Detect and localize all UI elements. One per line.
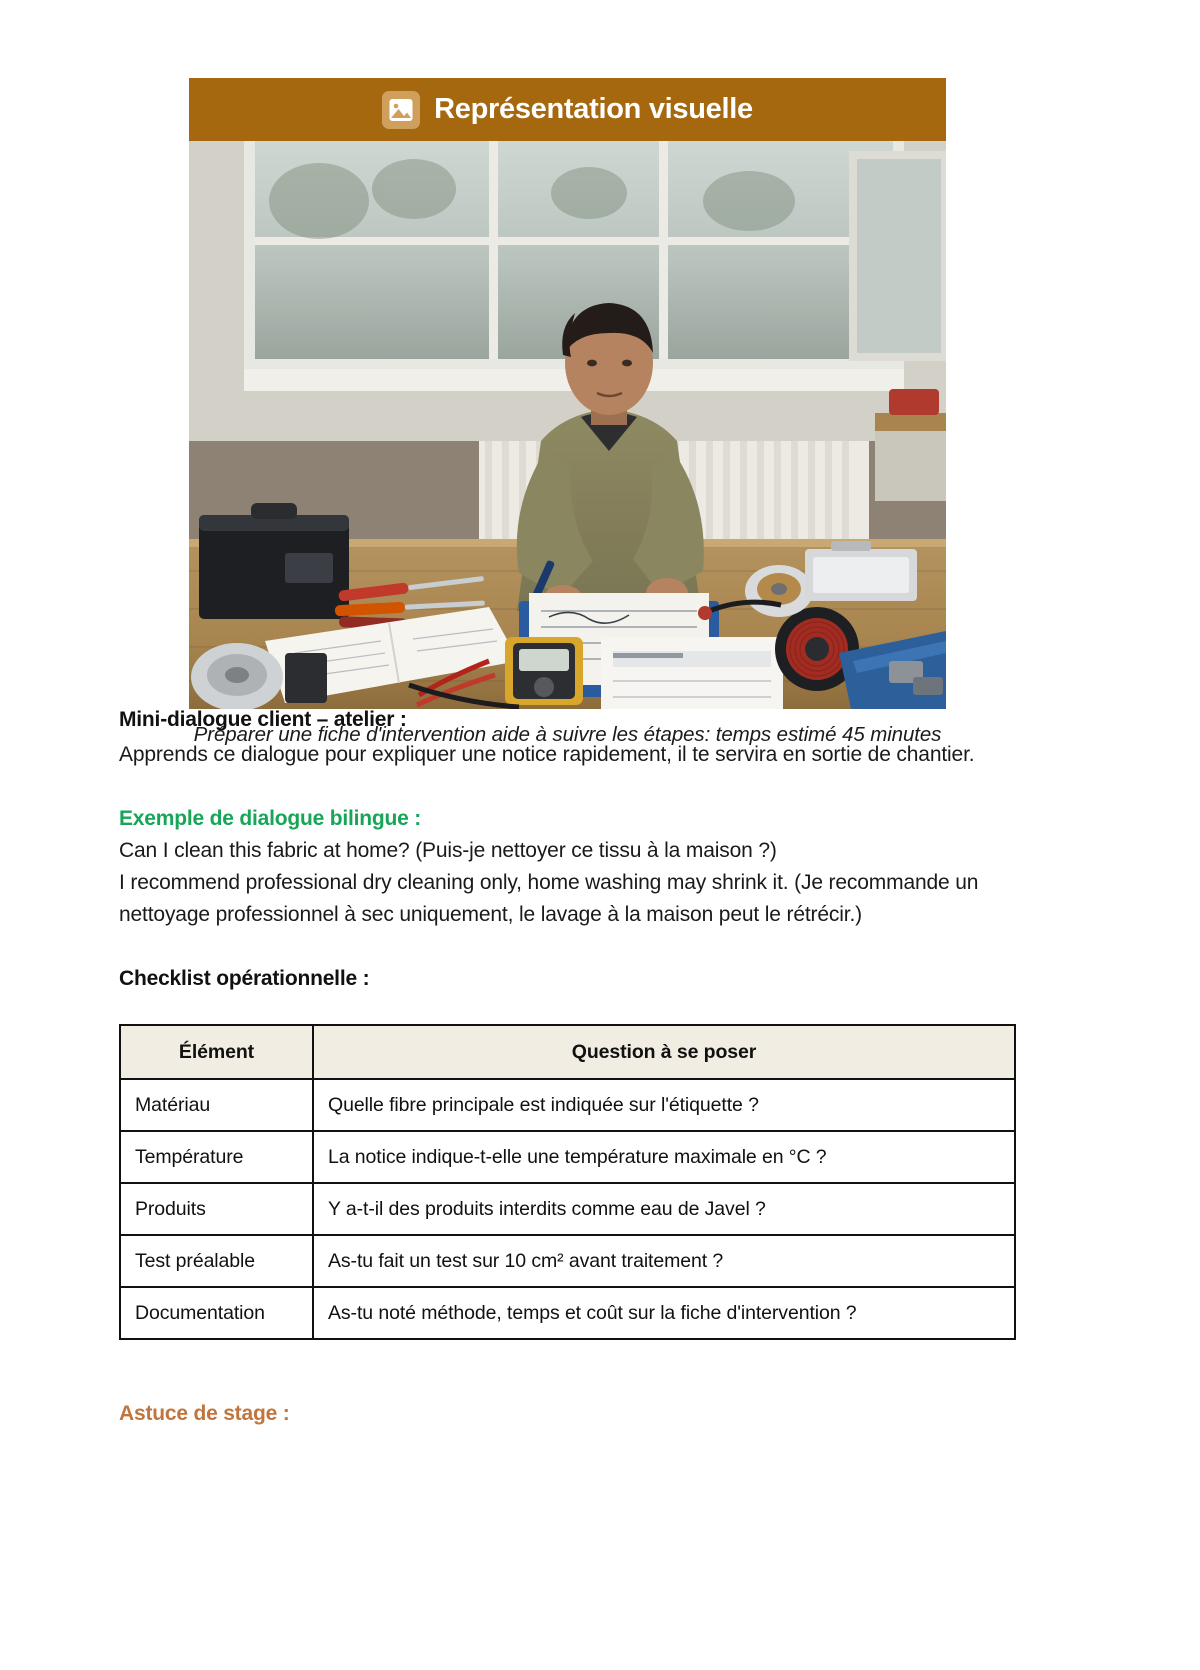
table-header-row: [120, 1025, 1015, 1079]
cell-element: Test préalable: [120, 1235, 313, 1287]
cell-question: As-tu fait un test sur 10 cm² avant traitement ?: [313, 1235, 1015, 1287]
table-row: [120, 1079, 1015, 1131]
workshop-photo: [189, 141, 946, 709]
cell-question: Y a-t-il des produits interdits comme eau de Javel ?: [313, 1183, 1015, 1235]
mini-dialogue-heading: Mini-dialogue client – atelier :: [119, 708, 407, 731]
astuce-de-stage-heading: Astuce de stage :: [119, 1402, 290, 1425]
cell-element: Documentation: [120, 1287, 313, 1339]
cell-element: Température: [120, 1131, 313, 1183]
table-row: [120, 1131, 1015, 1183]
cell-element: Matériau: [120, 1079, 313, 1131]
checklist-table: [119, 1024, 1016, 1340]
visual-banner: [189, 78, 946, 141]
table-row: [120, 1183, 1015, 1235]
exemple-dialogue-heading: Exemple de dialogue bilingue :: [119, 807, 422, 830]
column-header-element: Élément: [120, 1025, 313, 1079]
checklist-heading: Checklist opérationnelle :: [119, 967, 370, 990]
mini-dialogue-paragraph: Apprends ce dialogue pour expliquer une notice rapidement, il te servira en sortie de chantier.: [119, 743, 975, 766]
visual-representation-block: [189, 78, 946, 747]
cell-question: Quelle fibre principale est indiquée sur l'étiquette ?: [313, 1079, 1015, 1131]
visual-banner-title: Représentation visuelle: [434, 93, 753, 125]
cell-question: As-tu noté méthode, temps et coût sur la fiche d'intervention ?: [313, 1287, 1015, 1339]
column-header-question: Question à se poser: [313, 1025, 1015, 1079]
table-row: [120, 1235, 1015, 1287]
image-icon: [382, 91, 420, 129]
table-row: [120, 1287, 1015, 1339]
cell-element: Produits: [120, 1183, 313, 1235]
dialogue-line-2: I recommend professional dry cleaning only, home washing may shrink it. (Je recommande un nettoyage professionnel à sec uniquement, le lavage à la maison peut le rétrécir.): [119, 871, 979, 926]
document-body: [119, 708, 1014, 1426]
dialogue-line-1: Can I clean this fabric at home? (Puis-je nettoyer ce tissu à la maison ?): [119, 839, 777, 862]
cell-question: La notice indique-t-elle une température maximale en °C ?: [313, 1131, 1015, 1183]
figure-caption: Préparer une fiche d'intervention aide à suivre les étapes: temps estimé 45 minutes: [193, 723, 942, 746]
